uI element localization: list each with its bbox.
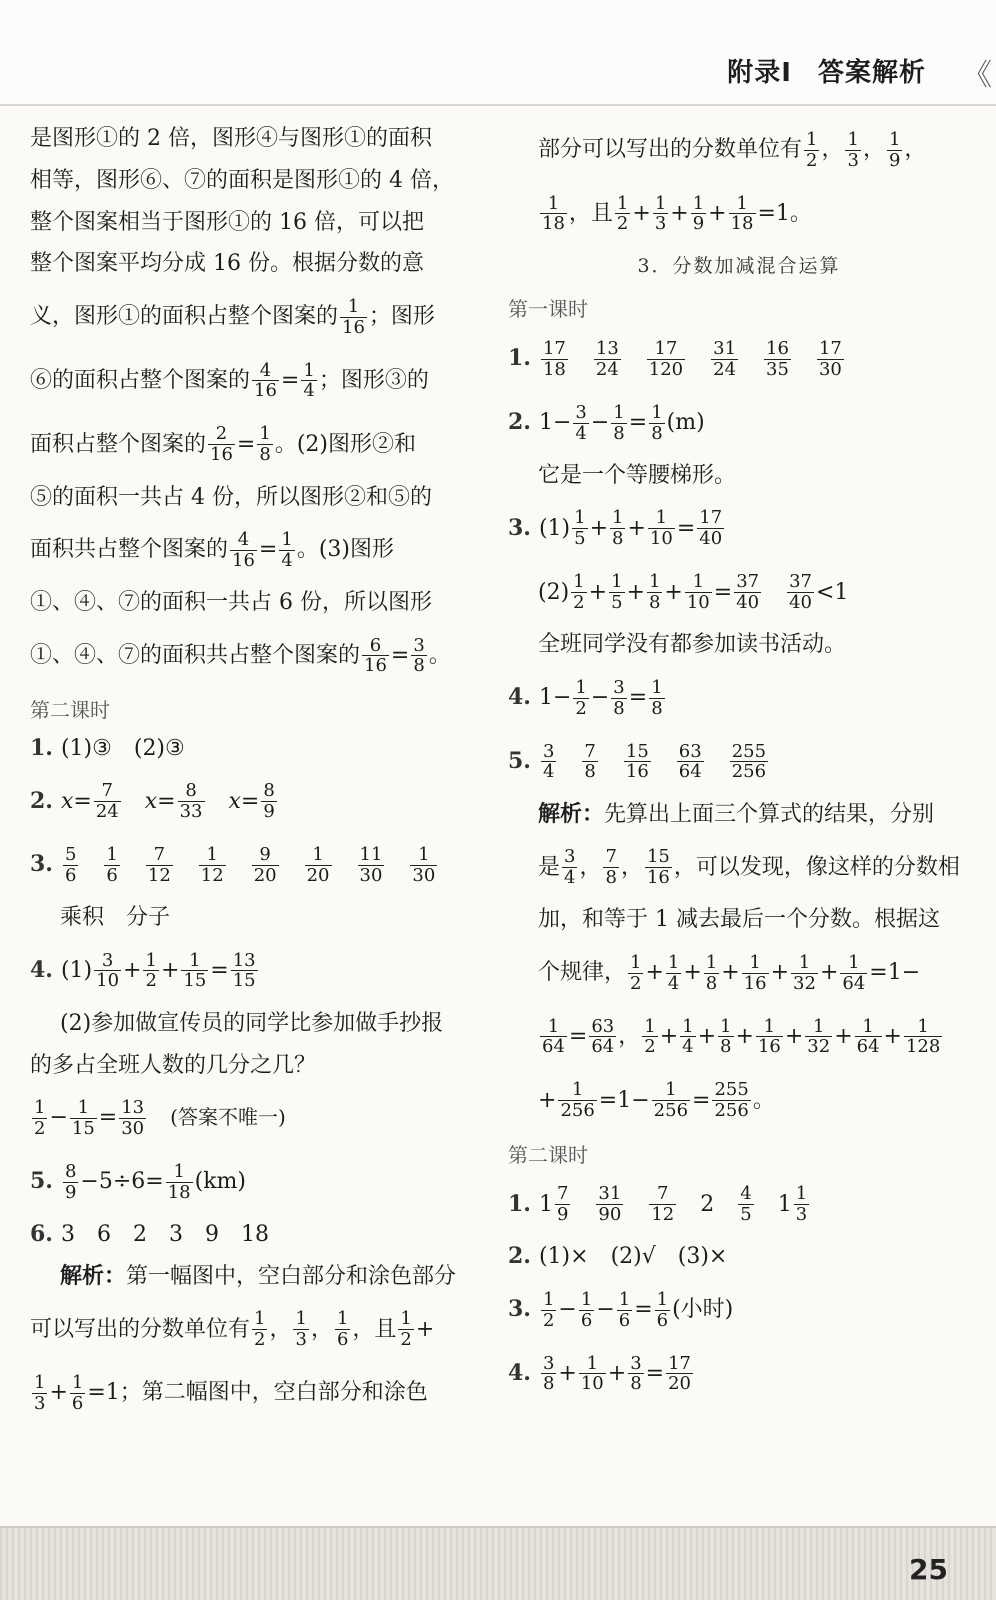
answer-item: 1. (1)③ (2)③ <box>30 734 185 761</box>
paragraph-line: ⑥的面积占整个图案的 $\frac{4}{16}$ = $\frac{1}{4}$ ；图形③的 <box>30 359 429 402</box>
lesson-heading: 第二课时 <box>30 697 110 722</box>
left-column <box>30 118 482 1425</box>
paragraph-line: 整个图案平均分成 16 份。根据分数的意 <box>30 251 424 277</box>
paragraph-line: 相等，图形⑥、⑦的面积是图形①的 4 倍， <box>30 167 454 193</box>
answer-item: 3. $\frac{1}{2}$ − $\frac{1}{6}$ − $\frac{1}{6}$ = $\frac{1}{6}$ (小时) <box>508 1288 734 1331</box>
paragraph-line: 面积占整个图案的 $\frac{2}{16}$ = $\frac{1}{8}$ 。(2)图形②和 <box>30 423 416 466</box>
page-number: 25 <box>909 1553 948 1586</box>
analysis-line: $\frac{1}{3}$ + $\frac{1}{6}$ =1；第二幅图中，空白部分和涂色 <box>34 1372 428 1414</box>
answer-item: 2. x= $\frac{7}{24}$ x= $\frac{8}{33}$ x= $\frac{8}{9}$ <box>30 780 275 823</box>
lesson-heading: 第二课时 <box>508 1142 588 1167</box>
analysis-line: 是 $\frac{3}{4}$ ， $\frac{7}{8}$ ， $\frac{15}{16}$ ，可以发现，像这样的分数相 <box>538 846 960 889</box>
paragraph-line: 义，图形①的面积占整个图案的 $\frac{1}{16}$ ；图形 <box>30 295 435 338</box>
answer-item: (2) $\frac{1}{2}$ + $\frac{1}{5}$ + $\frac{1}{8}$ + $\frac{1}{10}$ = $\frac{37}{40}$ $\frac{37}{40}$ <1 <box>538 571 849 614</box>
right-column <box>508 118 970 1406</box>
answer-item: $\frac{1}{2}$ − $\frac{1}{15}$ = $\frac{13}{30}$ (答案不唯一) <box>34 1097 286 1139</box>
answer-item: 全班同学没有都参加读书活动。 <box>538 632 847 658</box>
answer-item: 乘积 分子 <box>60 905 171 931</box>
analysis-line: 加，和等于 1 减去最后一个分数。根据这 <box>538 907 940 933</box>
header-appendix: 附录Ⅰ <box>727 58 792 88</box>
analysis-line: 解析：先算出上面三个算式的结果，分别 <box>538 800 935 827</box>
paragraph-line: ①、④、⑦的面积一共占 6 份，所以图形 <box>30 590 432 616</box>
section-heading: 3．分数加减混合运算 <box>637 254 841 277</box>
analysis-line: + $\frac{1}{256}$ =1− $\frac{1}{256}$ = $\frac{255}{256}$ 。 <box>538 1079 775 1122</box>
page-footer <box>0 1526 996 1600</box>
answer-item: (2)参加做宣传员的同学比参加做手抄报 <box>60 1010 444 1036</box>
answer-item: 3. $\frac{5}{6}$ $\frac{1}{6}$ $\frac{7}{12}$ $\frac{1}{12}$ $\frac{9}{20}$ $\frac{1}{20}$ $\frac{11}{30}$ $\frac{1}{30}$ <box>30 844 436 886</box>
answer-item: 4. 1− $\frac{1}{2}$ − $\frac{3}{8}$ = $\frac{1}{8}$ <box>508 676 663 719</box>
paragraph-line: ⑤的面积一共占 4 份，所以图形②和⑤的 <box>30 484 432 510</box>
paragraph-line: 是图形①的 2 倍，图形④与图形①的面积 <box>30 126 432 151</box>
answer-item: 2. (1)× (2)√ (3)× <box>508 1243 728 1270</box>
answer-item: 1. $\frac{17}{18}$ $\frac{13}{24}$ $\frac{17}{120}$ $\frac{31}{24}$ $\frac{16}{35}$ $\frac{17}{30}$ <box>508 338 842 380</box>
paragraph-line: ①、④、⑦的面积共占整个图案的 $\frac{6}{16}$ = $\frac{3}{8}$ 。 <box>30 634 451 677</box>
answer-item: 4. (1) $\frac{3}{10}$ + $\frac{1}{2}$ + $\frac{1}{15}$ = $\frac{13}{15}$ <box>30 949 256 992</box>
lesson-heading: 第一课时 <box>508 297 588 322</box>
chevron-left-icon: 《 <box>962 58 992 93</box>
analysis-line: $\frac{1}{64}$ = $\frac{63}{64}$ ， $\frac{1}{2}$ + $\frac{1}{4}$ + $\frac{1}{8}$ + $\frac{1}{16}$ + $\frac{1}{32}$ + $\frac{1}{64}$ + $\frac{1}{128}$ <box>542 1015 941 1058</box>
answer-item: 的多占全班人数的几分之几？ <box>30 1052 317 1078</box>
answer-item: 6. 3 6 2 3 9 18 <box>30 1220 269 1247</box>
analysis-line: $\frac{1}{18}$ ，且 $\frac{1}{2}$ + $\frac{1}{3}$ + $\frac{1}{9}$ + $\frac{1}{18}$ =1。 <box>542 192 812 235</box>
answer-item: 5. $\frac{3}{4}$ $\frac{7}{8}$ $\frac{15}{16}$ $\frac{63}{64}$ $\frac{255}{256}$ <box>508 740 767 783</box>
answer-item: 2. 1− $\frac{3}{4}$ − $\frac{1}{8}$ = $\frac{1}{8}$ (m) <box>508 401 705 444</box>
analysis-line: 部分可以写出的分数单位有 $\frac{1}{2}$ ， $\frac{1}{3}$ ， $\frac{1}{9}$ ， <box>538 128 927 171</box>
analysis-line: 可以写出的分数单位有 $\frac{1}{2}$ ， $\frac{1}{3}$ ， $\frac{1}{6}$ ，且 $\frac{1}{2}$ + <box>30 1308 435 1351</box>
answer-item: 1. 1 $\frac{7}{9}$ $\frac{31}{90}$ $\frac{7}{12}$ 2 $\frac{4}{5}$ 1 $\frac{1}{3}$ <box>508 1183 808 1226</box>
page-header <box>0 0 996 106</box>
answer-item: 4. $\frac{3}{8}$ + $\frac{1}{10}$ + $\frac{3}{8}$ = $\frac{17}{20}$ <box>508 1352 691 1395</box>
paragraph-line: 面积共占整个图案的 $\frac{4}{16}$ = $\frac{1}{4}$ 。(3)图形 <box>30 529 394 571</box>
answer-item: 它是一个等腰梯形。 <box>538 462 737 488</box>
answer-item: 3. (1) $\frac{1}{5}$ + $\frac{1}{8}$ + $\frac{1}{10}$ = $\frac{17}{40}$ <box>508 507 723 550</box>
paragraph-line: 整个图案相当于图形①的 16 倍，可以把 <box>30 209 424 235</box>
analysis-line: 个规律， $\frac{1}{2}$ + $\frac{1}{4}$ + $\frac{1}{8}$ + $\frac{1}{16}$ + $\frac{1}{32}$ + $\frac{1}{64}$ =1− <box>538 951 921 994</box>
header-title <box>727 52 926 89</box>
analysis-line: 解析：第一幅图中，空白部分和涂色部分 <box>60 1262 457 1289</box>
header-answers: 答案解析 <box>817 58 926 88</box>
answer-item: 5. $\frac{8}{9}$ −5÷6= $\frac{1}{18}$ (km) <box>30 1160 246 1203</box>
